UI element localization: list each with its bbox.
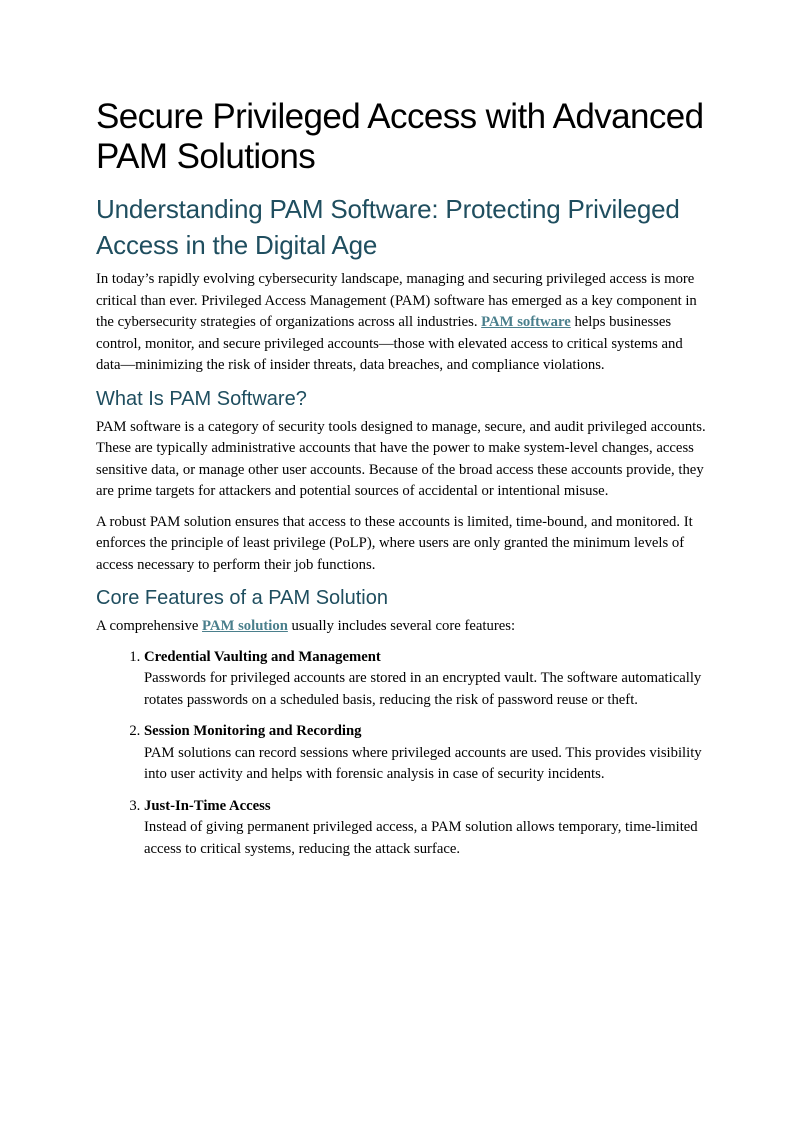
- paragraph: A robust PAM solution ensures that access to these accounts is limited, time-bound, and monitored. It enforces the principle of least privilege (PoLP), where users are only granted the minimum levels of access necessary to perform their job functions.: [96, 513, 693, 573]
- intro-paragraph: [96, 269, 706, 377]
- item-text: Instead of giving permanent privileged access, a PAM solution allows temporary, time-limited access to critical systems, reducing the attack surface.: [144, 819, 698, 857]
- document-page: [96, 97, 706, 870]
- item-text: Passwords for privileged accounts are stored in an encrypted vault. The software automatically rotates passwords on a scheduled basis, reducing the risk of password reuse or theft.: [144, 670, 702, 708]
- item-text: PAM solutions can record sessions where privileged accounts are used. This provides visibility into user activity and helps with forensic analysis in case of security incidents.: [144, 744, 702, 782]
- list-item: [144, 721, 706, 786]
- section-heading-what-is: What Is PAM Software?: [96, 387, 307, 410]
- text: A comprehensive: [96, 618, 203, 634]
- text: helps businesses control, monitor, and secure privileged accounts—those with elevated access to critical systems and data—minimizing the risk of insider threats, data breaches, and compliance violations.: [96, 314, 683, 373]
- list-item: [144, 796, 706, 861]
- section-heading-understanding: Understanding PAM Software: Protecting Privileged Access in the Digital Age: [96, 194, 680, 260]
- item-title: 1. Credential Vaulting and Management: [144, 648, 381, 665]
- features-list: [96, 647, 706, 861]
- pam-solution-link[interactable]: PAM solution: [202, 618, 288, 634]
- paragraph: PAM software is a category of security tools designed to manage, secure, and audit privileged accounts. These are typically administrative accounts that have the power to make system-level changes, access sensitive data, or manage other user accounts. Because of the broad access these accounts provide, they are prime targets for attackers and potential sources of accidental or intentional misuse.: [96, 418, 706, 499]
- text: In today’s rapidly evolving cybersecurity landscape, managing and securing privileged access is more critical than ever. Privileged Access Management (PAM) software has emerged as a key component in the cybersecurity strategies of organizations across all industries.: [96, 271, 697, 330]
- pam-software-link[interactable]: PAM software: [481, 314, 571, 330]
- document-title: Secure Privileged Access with Advanced PAM Solutions: [96, 97, 704, 176]
- item-title: 2. Session Monitoring and Recording: [144, 723, 362, 739]
- section-heading-core-features: Core Features of a PAM Solution: [96, 587, 388, 609]
- list-item: [144, 647, 706, 712]
- item-title: 3. Just-In-Time Access: [144, 797, 271, 814]
- features-intro: [96, 616, 706, 638]
- text: usually includes several core features:: [287, 618, 516, 634]
